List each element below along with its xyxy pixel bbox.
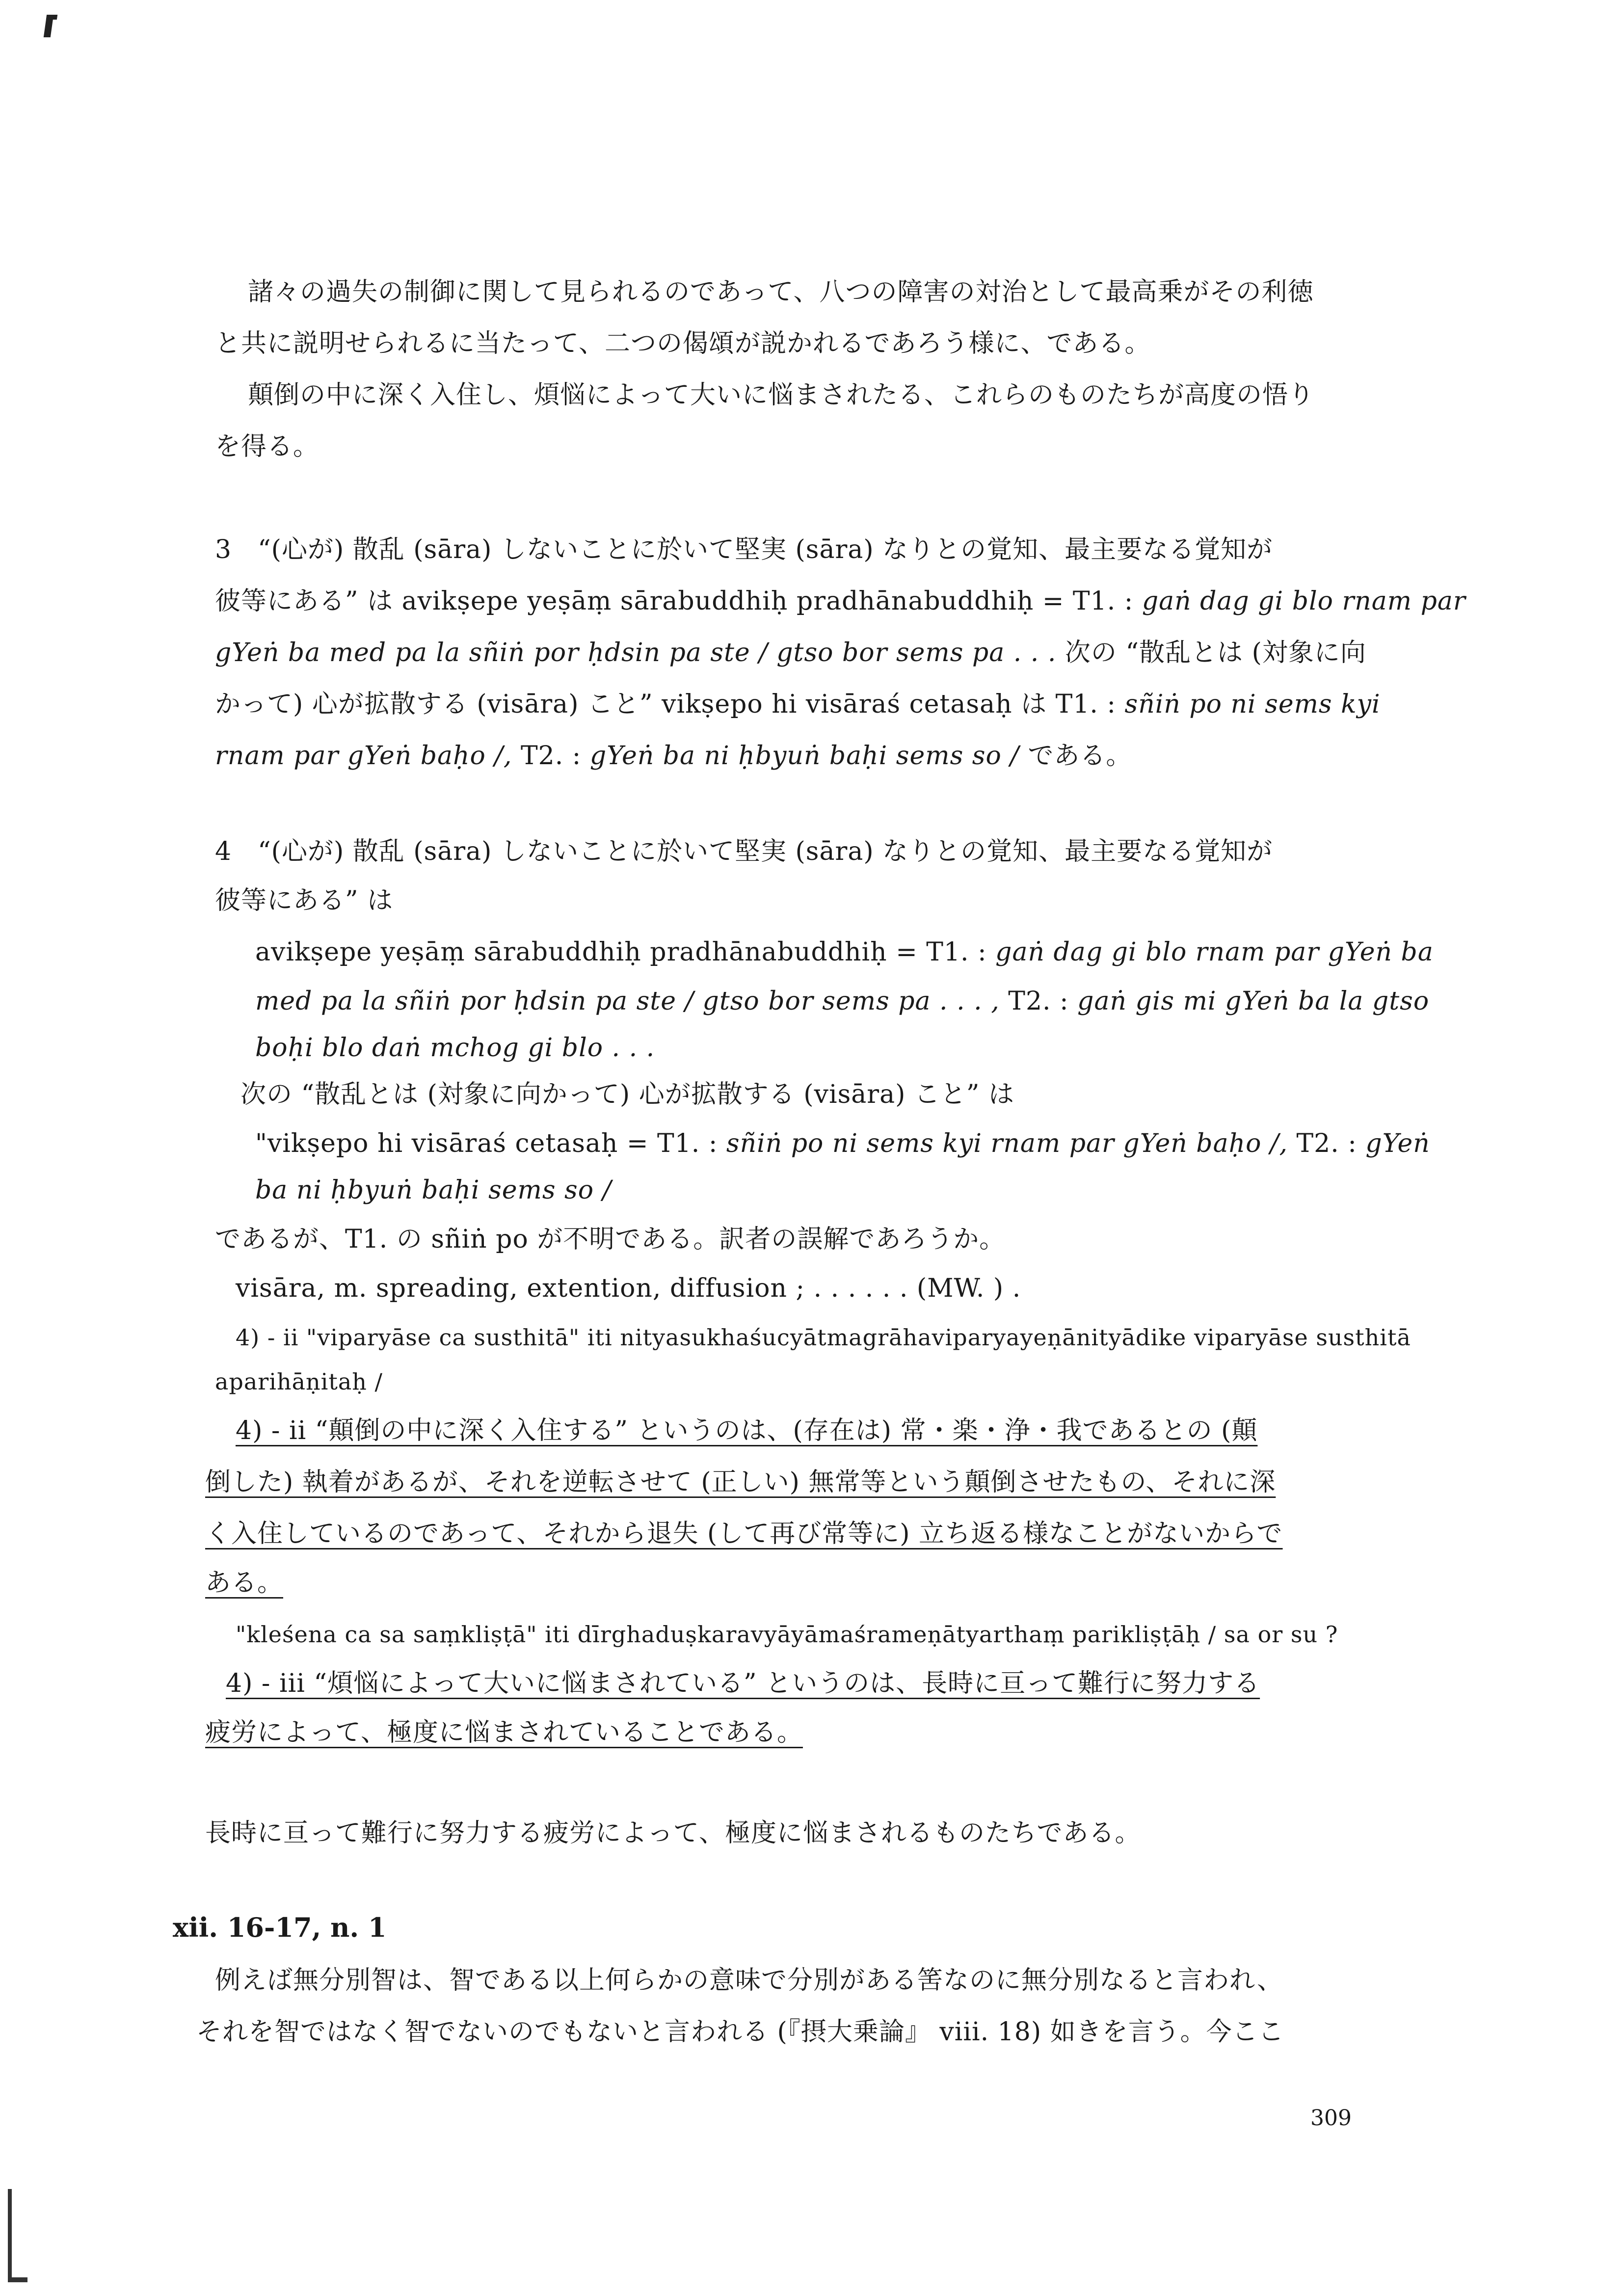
underlined-line: 4) - iii “煩悩によって大いに悩まされている” というのは、長時に亘って難行に努力する	[226, 1669, 1260, 1698]
scan-corner-mark	[44, 15, 53, 37]
sanskrit-line: 4) - ii "viparyāse ca susthitā" iti nityasukhaśucyātmagrāhaviparyayeṇānityādike viparyāse susthitā	[236, 1324, 1411, 1351]
tibetan-segment: ba ni ḥbyuṅ baḥi sems so /	[255, 1175, 612, 1205]
text-line: を得る。	[215, 432, 319, 461]
tibetan-segment: rnam par gYeṅ baḥo /,	[215, 741, 512, 771]
text-segment: 次の “散乱とは (対象に向	[1065, 638, 1366, 667]
note-4-line: 4 “(心が) 散乱 (sāra) しないことに於いて堅実 (sāra) なりとの覚知、最主要なる覚知が	[215, 837, 1273, 866]
note-4-line	[255, 1031, 655, 1065]
tibetan-segment: gYeṅ ba ni ḥbyuṅ baḥi sems so /	[589, 741, 1019, 771]
scan-edge-mark	[8, 2277, 27, 2282]
tibetan-segment: gaṅ dag gi blo rnam par	[1142, 587, 1466, 616]
sanskrit-line: "kleśena ca sa saṃkliṣṭā" iti dīrghaduṣkaravyāyāmaśrameṇātyarthaṃ parikliṣṭāḥ / sa or su ?	[236, 1621, 1338, 1648]
note-3-line	[215, 739, 1132, 773]
text-segment: avikṣepe yeṣāṃ sārabuddhiḥ pradhānabuddhiḥ = T1. :	[255, 937, 987, 967]
note-4-line: visāra, m. spreading, extention, diffusion ; . . . . . . (MW. ) .	[236, 1274, 1021, 1303]
text-segment: T2. :	[1008, 987, 1069, 1016]
tibetan-segment: med pa la sñiṅ por ḥdsin pa ste / gtso bor sems pa . . . ,	[255, 987, 1000, 1016]
tibetan-segment: sñiṅ po ni sems kyi rnam par gYeṅ baḥo /,	[726, 1129, 1288, 1158]
note-3-line	[215, 636, 1366, 670]
note-4-line: 彼等にある” は	[215, 886, 394, 915]
tibetan-segment: gYeṅ	[1365, 1129, 1430, 1158]
scan-edge-mark	[8, 2189, 12, 2282]
tibetan-segment: sñiṅ po ni sems kyi	[1124, 690, 1381, 719]
note-4-line	[255, 1126, 1430, 1161]
text-segment: かって) 心が拡散する (visāra) こと” vikṣepo hi visāraś cetasaḥ は T1. :	[215, 690, 1117, 719]
note-4-line	[255, 935, 1434, 969]
note-4-line: であるが、T1. の sñiṅ po が不明である。訳者の誤解であろうか。	[215, 1225, 1006, 1254]
tibetan-segment: gYeṅ ba med pa la sñiṅ por ḥdsin pa ste / gtso bor sems pa . . .	[215, 638, 1057, 667]
underlined-line: ある。	[205, 1568, 284, 1598]
text-line: 顛倒の中に深く入住し、煩悩によって大いに悩まされたる、これらのものたちが高度の悟り	[248, 380, 1315, 410]
underlined-line: 倒した) 執着があるが、それを逆転させて (正しい) 無常等という顛倒させたもの、それに深	[205, 1468, 1276, 1497]
note-4-line	[255, 1173, 612, 1207]
text-line: と共に説明せられるに当たって、二つの偈頌が説かれるであろう様に、である。	[215, 329, 1151, 358]
section-heading: xii. 16-17, n. 1	[173, 1912, 387, 1943]
note-4-line	[255, 984, 1429, 1018]
text-segment: T2. :	[1296, 1129, 1357, 1158]
underlined-line: く入住しているのであって、それから退失 (して再び常等に) 立ち返る様なことがないからで	[205, 1519, 1283, 1548]
text-line: 例えば無分別智は、智である以上何らかの意味で分別がある筈なのに無分別なると言われ、	[215, 1966, 1283, 1995]
note-3-line: 3 “(心が) 散乱 (sāra) しないことに於いて堅実 (sāra) なりとの覚知、最主要なる覚知が	[215, 535, 1273, 564]
sanskrit-line: aparihāṇitaḥ /	[215, 1368, 383, 1395]
underlined-line: 疲労によって、極度に悩まされていることである。	[205, 1718, 803, 1747]
note-3-line	[215, 687, 1381, 721]
text-segment: T2. :	[520, 741, 582, 771]
note-3-line	[215, 584, 1466, 618]
tibetan-segment: boḥi blo daṅ mchog gi blo . . .	[255, 1033, 655, 1063]
tibetan-segment: gaṅ dag gi blo rnam par gYeṅ ba	[995, 937, 1434, 967]
text-line: 諸々の過失の制御に関して見られるのであって、八つの障害の対治として最高乗がその利徳	[248, 277, 1314, 307]
text-line: 長時に亘って難行に努力する疲労によって、極度に悩まされるものたちである。	[205, 1818, 1141, 1848]
note-4-line: 次の “散乱とは (対象に向かって) 心が拡散する (visāra) こと” は	[240, 1080, 1015, 1109]
tibetan-segment: gaṅ gis mi gYeṅ ba la gtso	[1077, 987, 1430, 1016]
underlined-line: 4) - ii “顛倒の中に深く入住する” というのは、(存在は) 常・楽・浄・我であるとの (顛	[236, 1416, 1258, 1445]
page-number: 309	[1310, 2106, 1352, 2131]
text-segment: である。	[1028, 741, 1132, 771]
text-line: それを智ではなく智でないのでもないと言われる (『摂大乗論』 viii. 18) 如きを言う。今ここ	[196, 2017, 1284, 2047]
text-segment: 彼等にある” は avikṣepe yeṣāṃ sārabuddhiḥ pradhānabuddhiḥ = T1. :	[215, 587, 1134, 616]
text-segment: "vikṣepo hi visāraś cetasaḥ = T1. :	[255, 1129, 718, 1158]
